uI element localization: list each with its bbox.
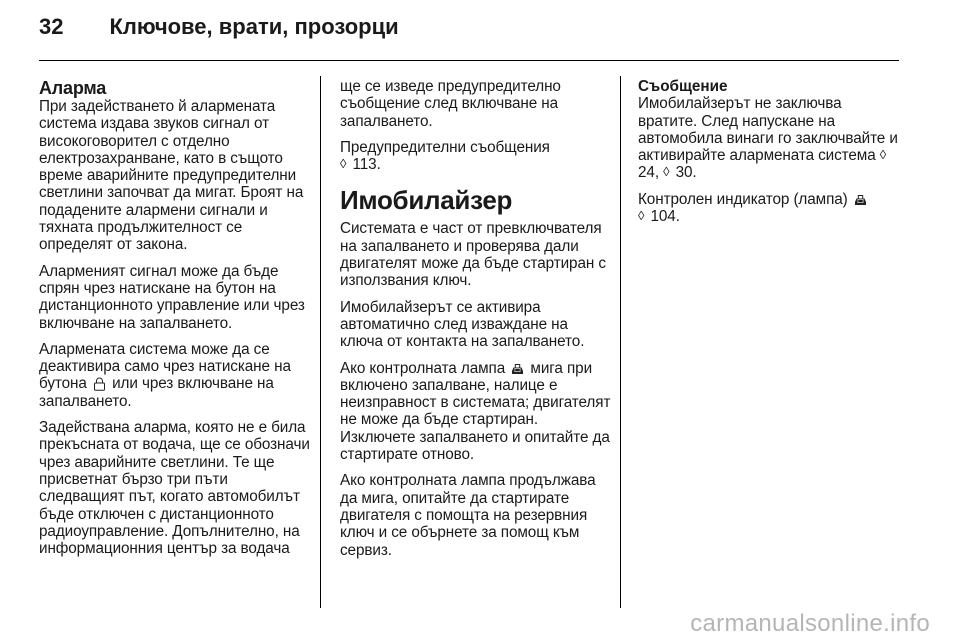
immobilizer-paragraph-3 <box>340 360 612 464</box>
alarm-heading: Аларма <box>39 78 107 98</box>
alarm-p3-text: Алармената система може да се деактивира само чрез натискане на бутона <box>39 340 291 393</box>
column-divider <box>320 76 321 608</box>
warning-messages-label: Предупредителни съобщения <box>340 138 550 156</box>
column-divider <box>620 76 621 608</box>
indicator-page-ref[interactable]: 104. <box>650 208 680 226</box>
note-text <box>638 95 900 181</box>
indicator-text: Контролен индикатор (лампа) <box>638 190 848 208</box>
page-title: Ключове, врати, прозорци <box>109 14 399 39</box>
note-page-ref-1[interactable]: 24, <box>638 164 659 182</box>
page-ref-arrow-icon: ◊ <box>638 208 645 224</box>
alarm-paragraph-5: ще се изведе предупредително съобщение след включване на запалването. <box>340 78 561 130</box>
warning-messages-page[interactable]: 113. <box>352 156 381 174</box>
watermark: carmanualsonline.info <box>690 610 930 637</box>
car-padlock-icon <box>511 362 524 375</box>
page-header <box>39 14 399 44</box>
alarm-paragraph-4: Задействана аларма, която не е била прекъсната от водача, ще се обозначи чрез аварийните светлини. Те ще присветнат бързо три пъти следващият път, когато автомобилът бъде отключен с дистанционното радиоуправление. Допълнително, на информационния център за водача <box>39 419 310 558</box>
indicator-paragraph <box>638 191 900 226</box>
alarm-paragraph-3 <box>39 341 311 410</box>
note-page-ref-2[interactable]: 30. <box>675 164 697 182</box>
immobilizer-paragraph-2: Имобилайзерът се активира автоматично след изваждане на ключа от контакта на запалването. <box>340 298 585 351</box>
immobilizer-paragraph-4: Ако контролната лампа продължава да мига, опитайте да стартирате двигателя с помощта на резервния ключ и се обърнете за помощ към сервиз. <box>340 472 596 559</box>
immobilizer-heading: Имобилайзер <box>340 185 513 216</box>
warning-messages-ref <box>340 139 612 174</box>
header-rule <box>39 60 899 61</box>
page-ref-arrow-icon: ◊ <box>663 164 670 180</box>
column-3 <box>638 78 900 225</box>
alarm-paragraph-2: Алармeният сигнал може да бъде спрян чрез натискане на бутон на дистанционното управление или чрез включване на запалването. <box>39 262 305 332</box>
immobilizer-p3-text: Ако контролната лампа <box>340 359 506 377</box>
note-body: Имобилайзерът не заключва вратите. След напускане на автомобила винаги го заключвайте и активирайте алармената система <box>638 95 898 165</box>
page-ref-arrow-icon: ◊ <box>340 156 347 172</box>
note-title: Съобщение <box>638 78 728 95</box>
page-number: 32 <box>39 14 64 39</box>
alarm-paragraph-1: При задействането й алармената система издава звуков сигнал от високоговорител с отделно електрозахранване, като в същото време аварийните предупредителни светлини започват да мигат. Броят на подадените алармени сигнали и тяхната продължителност се определят от закона. <box>39 98 304 254</box>
car-padlock-icon <box>854 193 867 206</box>
padlock-outline-icon <box>93 377 106 390</box>
immobilizer-paragraph-1: Системата е част от превключвателя на запалването и проверява дали двигателят може да бъде стартиран с използвания ключ. <box>340 220 606 290</box>
column-1 <box>39 78 311 557</box>
column-2 <box>340 78 612 559</box>
immobilizer-p3-text-end: мига при включено запалване, налице е неизправност в системата; двигателят не може да бъде стартиран. Изключете запалването и опитайте да стартирате отново. <box>340 359 611 464</box>
alarm-p3-text-end: или чрез включване на запалването. <box>39 375 274 410</box>
page-ref-arrow-icon: ◊ <box>879 147 887 163</box>
